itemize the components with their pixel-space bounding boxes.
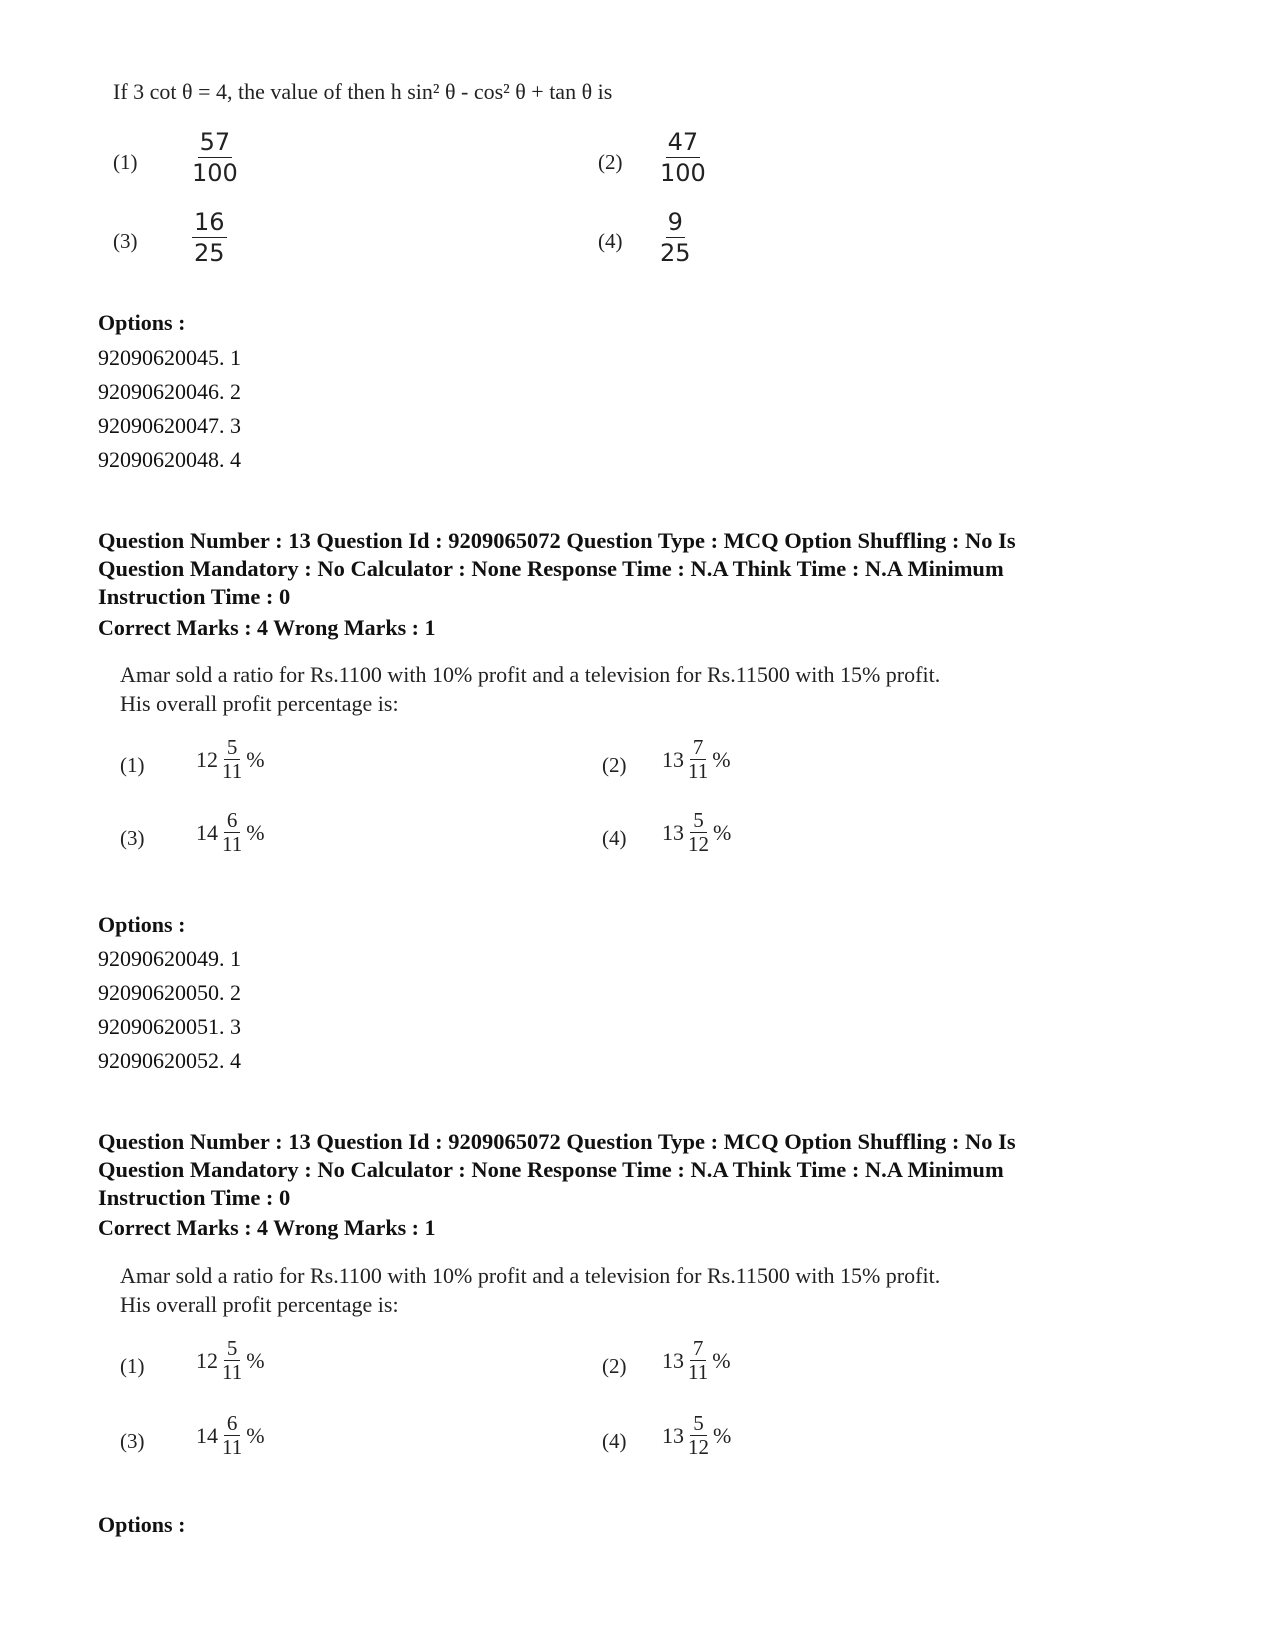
whole-part: 14 <box>196 1422 218 1448</box>
q13a-choice-3-label: (3) <box>120 826 145 850</box>
denominator: 25 <box>194 239 225 267</box>
q13a-marks: Correct Marks : 4 Wrong Marks : 1 <box>98 615 436 640</box>
q12-option-3: 92090620047. 3 <box>98 413 241 438</box>
q12-choice-2-fraction <box>658 130 708 185</box>
q13a-choice-2-value <box>662 737 731 782</box>
q13a-choice-3-value <box>196 810 265 855</box>
whole-part: 12 <box>196 746 218 772</box>
denominator: 11 <box>222 1360 243 1384</box>
q12-option-4: 92090620048. 4 <box>98 447 241 472</box>
meta-line: Question Number : 13 Question Id : 9209065072 Question Type : MCQ Option Shuffling : No Is <box>98 1129 1016 1154</box>
numerator: 6 <box>224 810 241 833</box>
whole-part: 13 <box>662 819 684 845</box>
numerator: 47 <box>667 128 699 156</box>
denominator: 11 <box>688 759 709 783</box>
question-line: His overall profit percentage is: <box>120 691 399 716</box>
q12-choice-3-fraction <box>192 210 227 265</box>
q12-choice-1-fraction <box>190 130 240 185</box>
denominator: 100 <box>192 159 238 187</box>
q12-choice-3-label: (3) <box>113 229 138 253</box>
q13a-options-heading: Options : <box>98 912 186 937</box>
percent-sign: % <box>246 1347 265 1373</box>
denominator: 11 <box>222 832 243 856</box>
percent-sign: % <box>712 746 731 772</box>
numerator: 5 <box>224 737 241 760</box>
numerator: 5 <box>690 1413 707 1436</box>
q13a-question-text <box>120 660 940 718</box>
question-line: Amar sold a ratio for Rs.1100 with 10% profit and a television for Rs.11500 with 15% profit. <box>120 662 941 687</box>
meta-line: Instruction Time : 0 <box>98 584 291 609</box>
q13b-choice-4-value <box>662 1413 731 1458</box>
whole-part: 12 <box>196 1347 218 1373</box>
denominator: 25 <box>660 239 691 267</box>
q12-options-heading: Options : <box>98 310 186 335</box>
meta-line: Instruction Time : 0 <box>98 1185 291 1210</box>
whole-part: 13 <box>662 746 684 772</box>
q12-option-1: 92090620045. 1 <box>98 345 241 370</box>
percent-sign: % <box>713 819 732 845</box>
q13b-choice-3-value <box>196 1413 265 1458</box>
q13b-choice-4-label: (4) <box>602 1429 627 1453</box>
q12-choice-2-label: (2) <box>598 150 623 174</box>
q13a-choice-4-value <box>662 810 731 855</box>
q13b-marks: Correct Marks : 4 Wrong Marks : 1 <box>98 1215 436 1240</box>
numerator: 6 <box>224 1413 241 1436</box>
percent-sign: % <box>246 819 265 845</box>
percent-sign: % <box>712 1347 731 1373</box>
q12-option-2: 92090620046. 2 <box>98 379 241 404</box>
question-line: Amar sold a ratio for Rs.1100 with 10% profit and a television for Rs.11500 with 15% profit. <box>120 1263 941 1288</box>
percent-sign: % <box>713 1422 732 1448</box>
q13b-question-text <box>120 1261 940 1319</box>
q13a-option-4: 92090620052. 4 <box>98 1048 241 1073</box>
meta-line: Question Number : 13 Question Id : 9209065072 Question Type : MCQ Option Shuffling : No Is <box>98 528 1016 553</box>
numerator: 16 <box>194 208 225 236</box>
whole-part: 13 <box>662 1347 684 1373</box>
percent-sign: % <box>246 1422 265 1448</box>
denominator: 100 <box>660 159 706 187</box>
denominator: 11 <box>222 759 243 783</box>
numerator: 7 <box>690 1338 707 1361</box>
q13b-choice-2-value <box>662 1338 731 1383</box>
meta-line: Question Mandatory : No Calculator : None Response Time : N.A Think Time : N.A Minimum <box>98 556 1004 581</box>
whole-part: 14 <box>196 819 218 845</box>
whole-part: 13 <box>662 1422 684 1448</box>
q13a-choice-4-label: (4) <box>602 826 627 850</box>
denominator: 11 <box>222 1435 243 1459</box>
q13a-choice-2-label: (2) <box>602 753 627 777</box>
q12-choice-4-label: (4) <box>598 229 623 253</box>
q13b-choice-2-label: (2) <box>602 1354 627 1378</box>
question-line: His overall profit percentage is: <box>120 1292 399 1317</box>
meta-line: Question Mandatory : No Calculator : None Response Time : N.A Think Time : N.A Minimum <box>98 1157 1004 1182</box>
q13b-options-heading: Options : <box>98 1512 186 1537</box>
denominator: 12 <box>688 832 709 856</box>
q12-choice-4-fraction <box>658 210 693 265</box>
q13a-choice-1-value <box>196 737 265 782</box>
q13a-meta <box>98 527 1218 611</box>
percent-sign: % <box>246 746 265 772</box>
numerator: 7 <box>690 737 707 760</box>
denominator: 12 <box>688 1435 709 1459</box>
q13b-choice-1-label: (1) <box>120 1354 145 1378</box>
q13b-choice-3-label: (3) <box>120 1429 145 1453</box>
numerator: 57 <box>199 128 231 156</box>
numerator: 5 <box>224 1338 241 1361</box>
q13a-choice-1-label: (1) <box>120 753 145 777</box>
q13b-choice-1-value <box>196 1338 265 1383</box>
numerator: 9 <box>667 208 683 236</box>
denominator: 11 <box>688 1360 709 1384</box>
q13a-option-3: 92090620051. 3 <box>98 1014 241 1039</box>
q12-question-text: If 3 cot θ = 4, the value of then h sin² θ - cos² θ + tan θ is <box>113 79 613 104</box>
numerator: 5 <box>690 810 707 833</box>
q13a-option-2: 92090620050. 2 <box>98 980 241 1005</box>
q12-choice-1-label: (1) <box>113 150 138 174</box>
q13b-meta <box>98 1128 1218 1212</box>
q13a-option-1: 92090620049. 1 <box>98 946 241 971</box>
